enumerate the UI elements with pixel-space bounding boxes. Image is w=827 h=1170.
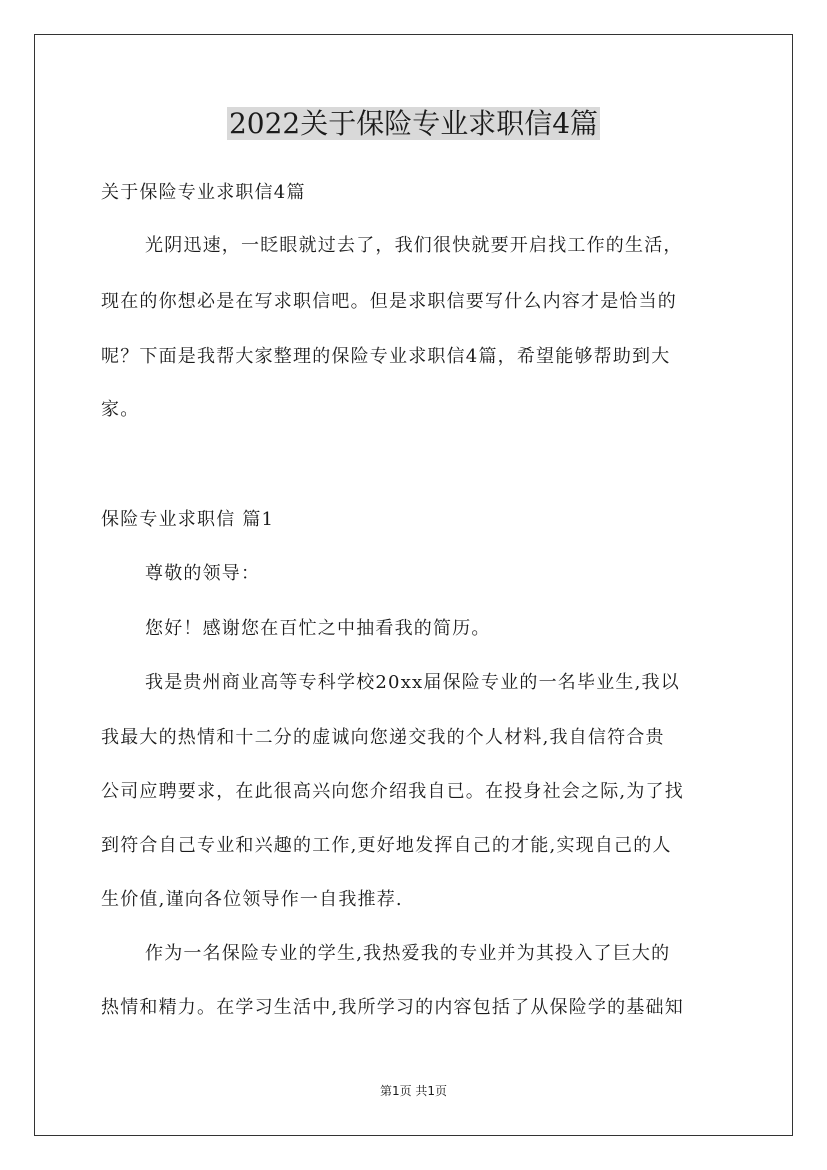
document-subtitle: 关于保险专业求职信4篇 xyxy=(101,182,306,203)
body-line-2: 我最大的热情和十二分的虚诚向您递交我的个人材料,我自信符合贵 xyxy=(101,727,665,748)
page-footer: 第1页 共1页 xyxy=(379,1084,448,1098)
intro-line-2: 现在的你想必是在写求职信吧。但是求职信要写什么内容才是恰当的 xyxy=(101,291,677,312)
body-line-3: 公司应聘要求，在此很高兴向您介绍我自已。在投身社会之际,为了找 xyxy=(101,781,684,802)
intro-line-4: 家。 xyxy=(101,399,140,420)
body-line-7: 热情和精力。在学习生活中,我所学习的内容包括了从保险学的基础知 xyxy=(101,997,684,1018)
document-title-text: 2022关于保险专业求职信4篇 xyxy=(228,107,599,140)
body-line-6: 作为一名保险专业的学生,我热爱我的专业并为其投入了巨大的 xyxy=(145,943,671,964)
greeting: 您好！感谢您在百忙之中抽看我的简历。 xyxy=(145,618,491,639)
section-heading: 保险专业求职信 篇1 xyxy=(101,509,275,530)
body-line-4: 到符合自己专业和兴趣的工作,更好地发挥自己的才能,实现自己的人 xyxy=(101,835,672,856)
salutation: 尊敬的领导： xyxy=(145,563,261,584)
document-title xyxy=(0,104,827,144)
body-line-5: 生价值,谨向各位领导作一自我推荐. xyxy=(101,889,403,910)
intro-line-3: 呢？下面是我帮大家整理的保险专业求职信4篇，希望能够帮助到大 xyxy=(101,346,671,367)
body-line-1: 我是贵州商业高等专科学校20xx届保险专业的一名毕业生,我以 xyxy=(145,672,680,693)
intro-line-1: 光阴迅速，一眨眼就过去了，我们很快就要开启找工作的生活， xyxy=(145,235,683,256)
